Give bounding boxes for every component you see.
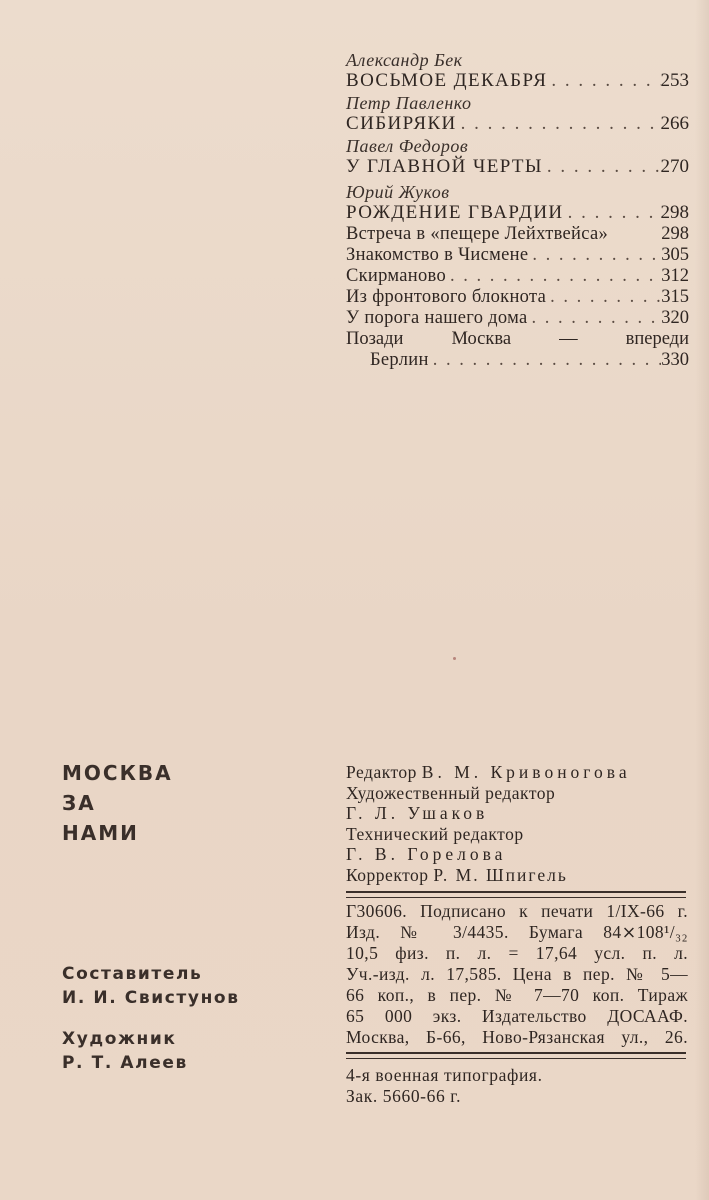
- book-title-line: НАМИ: [62, 821, 139, 845]
- book-title-line: ЗА: [62, 791, 96, 815]
- publication-details: [346, 901, 688, 1048]
- publication-line: Г30606. Подписано к печати 1/IX-66 г.: [346, 901, 688, 921]
- toc-entry-title: Из фронтового блокнота: [346, 287, 547, 307]
- toc-entry: [346, 245, 689, 266]
- publication-line: 65 000 экз. Издательство ДОСААФ.: [346, 1006, 688, 1026]
- staff-line: [346, 824, 688, 845]
- toc-author: Юрий Жуков: [346, 182, 450, 202]
- toc-entry-title: ВОСЬМОЕ ДЕКАБРЯ: [346, 70, 548, 91]
- credit-artist: [62, 1027, 188, 1075]
- paper-speck: [453, 657, 456, 660]
- toc-entry-title: Знакомство в Чисмене: [346, 245, 529, 265]
- publication-line: Уч.-изд. л. 17,585. Цена в пер. № 5—: [346, 964, 688, 984]
- credit-role: Составитель: [62, 964, 203, 984]
- toc-group-fedorov: [346, 136, 689, 178]
- toc-entry: [346, 156, 689, 178]
- staff-line: [346, 783, 688, 804]
- toc-author: Александр Бек: [346, 50, 463, 70]
- toc-page-number: 312: [661, 266, 689, 286]
- toc-entry: [346, 287, 689, 308]
- printing-line: Зак. 5660-66 г.: [346, 1086, 462, 1106]
- divider-rule: [346, 1052, 686, 1059]
- divider-rule: [346, 891, 686, 898]
- toc-page-number: 298: [660, 202, 689, 223]
- printing-line: 4-я военная типография.: [346, 1065, 543, 1085]
- staff-line: [346, 762, 688, 783]
- toc-leader-dots: [528, 245, 661, 266]
- toc-leader-dots: [446, 266, 661, 287]
- toc-entry-title: У ГЛАВНОЙ ЧЕРТЫ: [346, 156, 543, 177]
- toc-entry: [346, 308, 689, 329]
- publication-line: Изд. № 3/4435. Бумага 84⨯108¹/₃₂: [346, 922, 688, 942]
- credit-compiler: [62, 962, 240, 1010]
- toc-page-number: 305: [661, 245, 689, 265]
- toc-entry: [346, 266, 689, 287]
- toc-entry: [346, 350, 689, 371]
- toc-leader-dots: [547, 70, 660, 92]
- staff-name: В. М. Кривоногова: [421, 762, 631, 782]
- toc-entry-title: СИБИРЯКИ: [346, 113, 457, 134]
- toc-leader-dots: [457, 113, 661, 135]
- toc-leader-dots: [546, 287, 661, 308]
- staff-label: Редактор: [346, 762, 417, 782]
- toc-page-number: 253: [660, 70, 689, 91]
- toc-page-number: 320: [661, 308, 689, 328]
- staff-label: Корректор: [346, 864, 429, 885]
- staff-name: Г. В. Горелова: [346, 844, 507, 864]
- staff-line: [346, 803, 688, 824]
- toc-entry: [346, 202, 689, 224]
- staff-label: Технический редактор: [346, 823, 524, 844]
- publication-line: 66 коп., в пер. № 7—70 коп. Тираж: [346, 985, 688, 1005]
- toc-leader-dots: [429, 350, 661, 371]
- toc-entry-multiline-first: [346, 329, 689, 350]
- toc-page-number: 315: [661, 287, 689, 307]
- book-title-line: МОСКВА: [62, 761, 173, 785]
- page-edge-shadow: [695, 0, 709, 1200]
- publication-line: 10,5 физ. п. л. = 17,64 усл. п. л.: [346, 943, 688, 963]
- credit-name: И. И. Свистунов: [62, 988, 240, 1008]
- staff-line: [346, 865, 688, 886]
- toc-entry-word: —: [559, 329, 578, 349]
- toc-leader-dots: [564, 202, 661, 224]
- toc-leader-dots: [527, 308, 661, 329]
- toc-entry: [346, 113, 689, 135]
- toc-entry: [346, 70, 689, 92]
- toc-page-number: 266: [660, 113, 689, 134]
- credit-role: Художник: [62, 1029, 177, 1049]
- toc-entry-title: У порога нашего дома: [346, 308, 528, 328]
- toc-entry: [346, 224, 689, 245]
- staff-name: Г. Л. Ушаков: [346, 803, 489, 823]
- toc-entry-title: Скирманово: [346, 266, 446, 286]
- publication-line: Москва, Б-66, Ново-Рязанская ул., 26.: [346, 1027, 688, 1047]
- toc-entry-title: РОЖДЕНИЕ ГВАРДИИ: [346, 202, 564, 223]
- toc-entry-word: впереди: [625, 329, 689, 349]
- toc-entry-word: Москва: [451, 329, 512, 349]
- imprint: [346, 762, 688, 1107]
- toc-entry-title: Встреча в «пещере Лейхтвейса»: [346, 224, 609, 244]
- toc-page-number: 270: [660, 156, 689, 177]
- staff-line: [346, 844, 688, 865]
- toc-author: Петр Павленко: [346, 93, 472, 113]
- toc-entry-word: Позади: [346, 329, 404, 349]
- book-title: [62, 758, 173, 848]
- printing-details: [346, 1065, 688, 1107]
- toc-page-number: 330: [661, 350, 689, 370]
- toc-group-zhukov: [346, 182, 689, 371]
- toc-entry-title: Берлин: [370, 350, 429, 370]
- toc-author: Павел Федоров: [346, 136, 469, 156]
- toc-group-bek: [346, 50, 689, 92]
- staff-label: Художественный редактор: [346, 782, 556, 803]
- toc-leader-dots: [543, 156, 661, 178]
- staff-name: Р. М. Шпигель: [433, 864, 568, 885]
- credit-name: Р. Т. Алеев: [62, 1053, 188, 1073]
- toc-group-pavlenko: [346, 93, 689, 135]
- toc-page-number: 298: [661, 224, 689, 244]
- table-of-contents: [346, 50, 689, 372]
